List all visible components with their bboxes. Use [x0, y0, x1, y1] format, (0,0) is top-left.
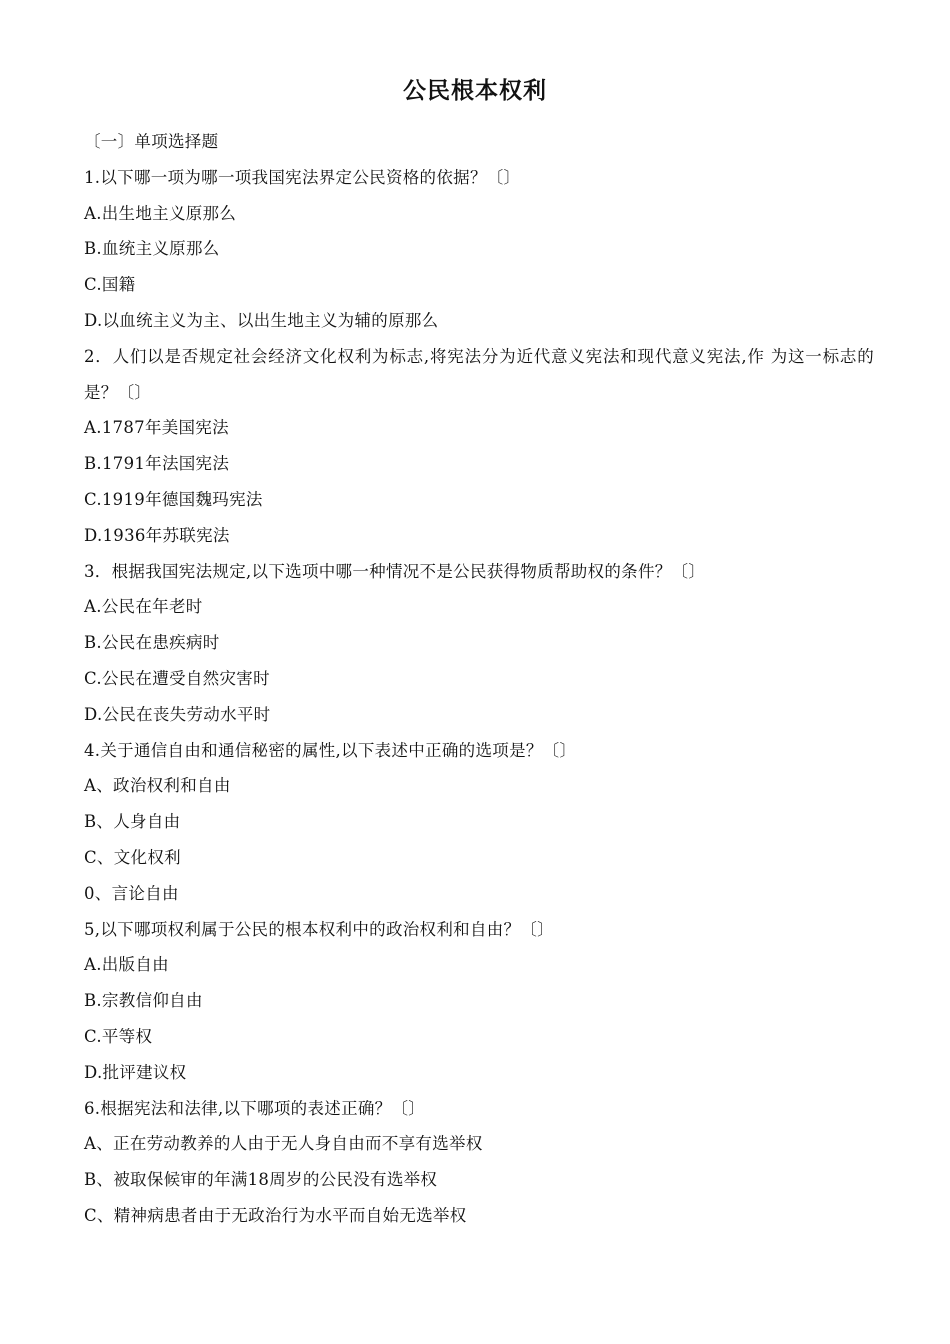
answer-option: B、人身自由 — [84, 812, 181, 832]
answer-option: A.出版自由 — [84, 955, 169, 975]
answer-option: C.平等权 — [84, 1026, 153, 1046]
answer-option: C、精神病患者由于无政治行为水平而自始无选举权 — [84, 1205, 467, 1225]
answer-option: A.1787年美国宪法 — [84, 418, 229, 438]
answer-option: B、被取保候审的年满18周岁的公民没有选举权 — [84, 1170, 438, 1190]
question-list — [84, 124, 874, 1234]
answer-option: B.血统主义原那么 — [84, 239, 220, 259]
question-stem: 2．人们以是否规定社会经济文化权利为标志,将宪法分为近代意义宪法和现代意义宪法,作 为这一标志的是？〔〕 — [84, 346, 874, 402]
section-heading: 〔一〕单项选择题 — [84, 132, 219, 151]
answer-option: D.以血统主义为主、以出生地主义为辅的原那么 — [84, 310, 439, 330]
question-stem: 6.根据宪法和法律,以下哪项的表述正确？〔〕 — [84, 1098, 426, 1118]
answer-option: B.公民在患疾病时 — [84, 633, 220, 653]
answer-option: D.公民在丧失劳动水平时 — [84, 704, 271, 724]
answer-option: C.公民在遭受自然灾害时 — [84, 668, 270, 688]
question-stem: 1.以下哪一项为哪一项我国宪法界定公民资格的依据？〔〕 — [84, 167, 521, 187]
answer-option: D.1936年苏联宪法 — [84, 525, 230, 545]
answer-option: B.宗教信仰自由 — [84, 991, 203, 1011]
answer-option: A.公民在年老时 — [84, 597, 203, 617]
answer-option: C、文化权利 — [84, 847, 181, 867]
question-stem: 4.关于通信自由和通信秘密的属性,以下表述中正确的选项是？〔〕 — [84, 740, 577, 760]
question-stem: 3．根据我国宪法规定,以下选项中哪一种情况不是公民获得物质帮助权的条件？〔〕 — [84, 561, 706, 581]
question-stem: 5,以下哪项权利属于公民的根本权利中的政治权利和自由？〔〕 — [84, 919, 554, 939]
answer-option: C.国籍 — [84, 275, 136, 295]
answer-option: D.批评建议权 — [84, 1062, 187, 1082]
answer-option: B.1791年法国宪法 — [84, 454, 230, 474]
page-title: 公民根本权利 — [403, 78, 547, 104]
answer-option: A、政治权利和自由 — [84, 776, 231, 796]
answer-option: C.1919年德国魏玛宪法 — [84, 489, 263, 509]
answer-option: 0、言论自由 — [84, 883, 179, 903]
answer-option: A.出生地主义原那么 — [84, 203, 237, 223]
answer-option: A、正在劳动教养的人由于无人身自由而不享有选举权 — [84, 1134, 483, 1154]
